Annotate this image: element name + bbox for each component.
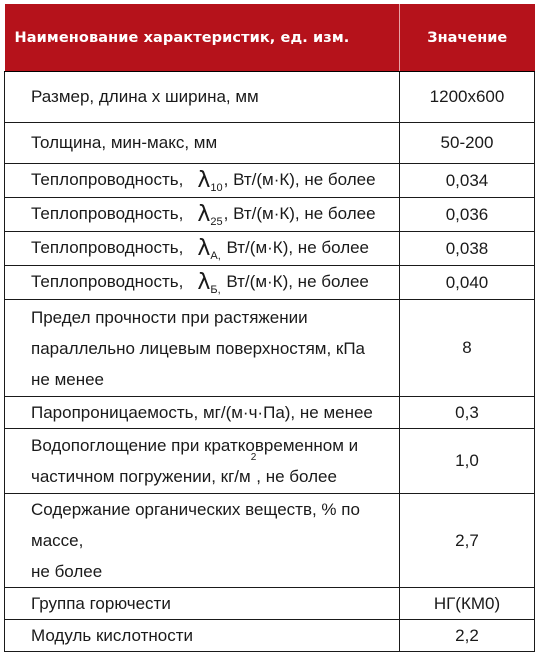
table-row-conductivity-a xyxy=(5,232,535,266)
row-name: Группа горючести xyxy=(5,588,400,620)
lambda-subscript: 25 xyxy=(210,216,223,228)
row-name xyxy=(5,429,400,494)
header-row xyxy=(5,4,535,72)
table-row-acidity-modulus xyxy=(5,620,535,652)
row-value: 1,0 xyxy=(400,429,535,494)
lambda-subscript: Б, xyxy=(210,284,221,296)
row-name-suffix: Вт/(м·К), не более xyxy=(233,204,376,223)
row-name-text: частичном погружении, кг/м xyxy=(31,467,251,486)
specifications-table xyxy=(4,4,535,652)
table-row-vapor-permeability xyxy=(5,397,535,429)
superscript: 2 xyxy=(250,452,257,463)
row-value: 2,2 xyxy=(400,620,535,652)
table-row-conductivity-10 xyxy=(5,164,535,198)
row-name: Паропроницаемость, мг/(м·ч·Па), не менее xyxy=(5,397,400,429)
row-name-text: , не более xyxy=(256,467,337,486)
row-name: Толщина, мин-макс, мм xyxy=(5,123,400,164)
row-value: НГ(КМ0) xyxy=(400,588,535,620)
table-row-water-absorption xyxy=(5,429,535,494)
header-value-cell: Значение xyxy=(400,4,535,72)
row-name-line: параллельно лицевым поверхностям, кПа xyxy=(31,338,366,358)
row-name-prefix: Теплопроводность, xyxy=(31,204,184,223)
row-name xyxy=(5,232,400,266)
row-name-suffix: Вт/(м·К), не более xyxy=(226,238,370,257)
row-name-line: не менее xyxy=(31,369,105,389)
table-row-conductivity-b xyxy=(5,266,535,300)
row-name-line: Содержание органических веществ, % по массе, xyxy=(31,500,360,550)
row-name-line xyxy=(31,452,393,492)
row-name: Размер, длина х ширина, мм xyxy=(5,72,400,123)
row-name-line: Предел прочности при растяжении xyxy=(31,307,308,327)
row-name: Теплопроводность, $\lambda_{25}$, Вт/(м·К), не более xyxy=(5,198,400,232)
row-value: 0,038 xyxy=(400,232,535,266)
lambda-symbol: λ xyxy=(197,202,211,227)
lambda-symbol: λ xyxy=(197,236,211,261)
table-row-flammability xyxy=(5,588,535,620)
row-value: 8 xyxy=(400,300,535,397)
row-name: Модуль кислотности xyxy=(5,620,400,652)
row-value: 50-200 xyxy=(400,123,535,164)
row-name-suffix: Вт/(м·К), не более xyxy=(233,170,376,189)
table-header xyxy=(5,4,535,72)
table-row-size xyxy=(5,72,535,123)
row-value: 2,7 xyxy=(400,494,535,588)
lambda-symbol: λ xyxy=(197,168,211,193)
table-row-thickness xyxy=(5,123,535,164)
row-name-suffix: Вт/(м·К), не более xyxy=(226,272,369,291)
lambda-subscript: А, xyxy=(210,250,221,262)
lambda-subscript: 10 xyxy=(210,182,223,194)
row-name xyxy=(5,494,400,588)
row-name: Теплопроводность, $\lambda_{10}$, Вт/(м·К), не более xyxy=(5,164,400,198)
row-name-prefix: Теплопроводность, xyxy=(31,238,184,257)
row-value: 0,3 xyxy=(400,397,535,429)
row-value: 1200х600 xyxy=(400,72,535,123)
table-row-tensile-strength xyxy=(5,300,535,397)
header-name-cell: Наименование характеристик, ед. изм. xyxy=(5,4,400,72)
row-value: 0,034 xyxy=(400,164,535,198)
row-name-line: не более xyxy=(31,562,103,581)
row-name xyxy=(5,266,400,300)
table-body xyxy=(5,72,535,652)
row-value: 0,036 xyxy=(400,198,535,232)
row-name-prefix: Теплопроводность, xyxy=(31,170,184,189)
row-name-prefix: Теплопроводность, xyxy=(31,272,184,291)
table-row-organic-content xyxy=(5,494,535,588)
row-value: 0,040 xyxy=(400,266,535,300)
row-name xyxy=(5,300,400,397)
lambda-symbol: λ xyxy=(197,270,211,295)
table-row-conductivity-25 xyxy=(5,198,535,232)
row-name-line: Водопоглощение при кратковременном и xyxy=(31,436,359,455)
